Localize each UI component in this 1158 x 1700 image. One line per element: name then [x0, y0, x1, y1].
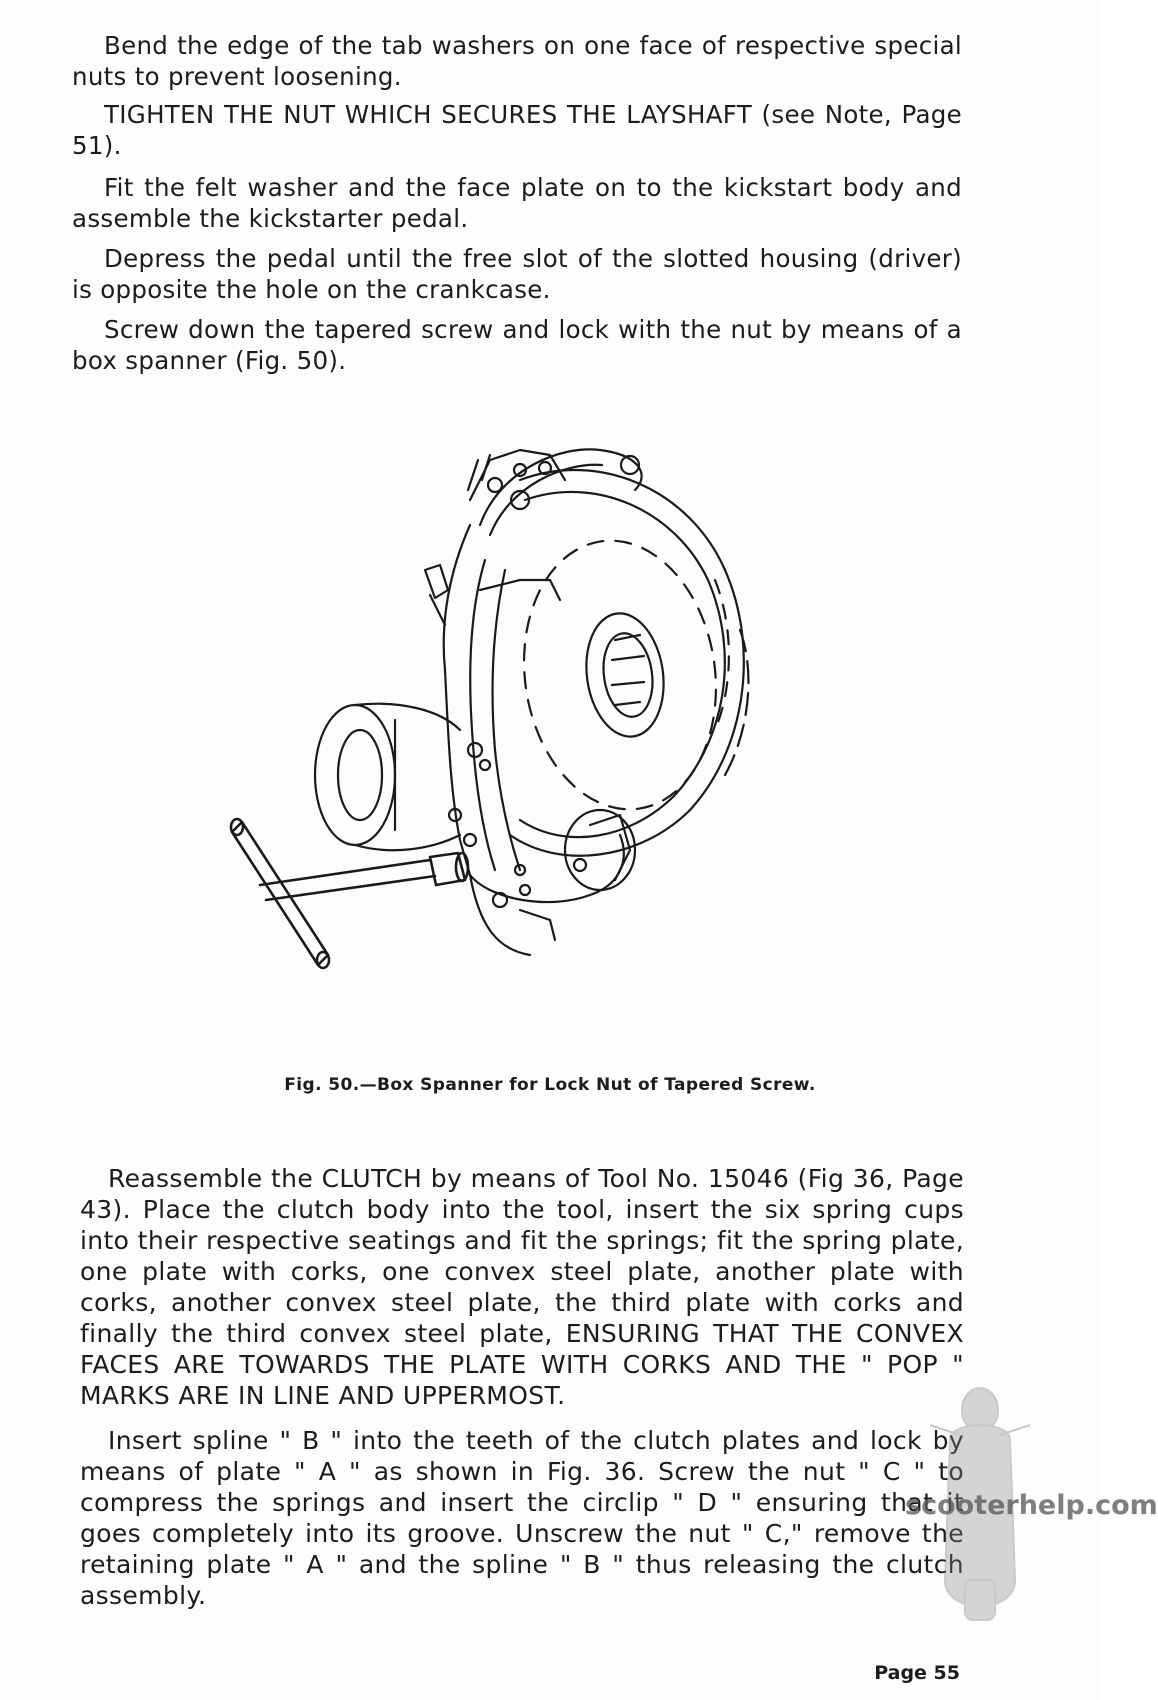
paragraph-felt-washer: Fit the felt washer and the face plate on to the kickstart body and assemble the kickstarter pedal.: [72, 173, 962, 233]
figure-box-spanner-engine: [220, 430, 860, 1060]
engine-line-drawing: [220, 430, 860, 1060]
paragraph-depress-pedal: Depress the pedal until the free slot of the slotted housing (driver) is opposite the hole on the crankcase.: [72, 244, 962, 304]
cable-loop: [480, 449, 642, 525]
paragraph-tab-washers: Bend the edge of the tab washers on one face of respective special nuts to prevent loosening.: [72, 31, 962, 91]
box-spanner: [231, 819, 468, 968]
flywheel-hub: [579, 608, 672, 741]
flywheel-cover: [510, 470, 744, 856]
paragraph-insert-spline: Insert spline " B " into the teeth of the clutch plates and lock by means of plate " A " as shown in Fig. 36. Screw the nut " C " to compress the springs and insert the circlip " D " ensuring that it goes completely into its groove. Unscrew the nut " C," remove the retaining plate " A " and the spline " B " thus releasing the clutch assembly.: [80, 1426, 964, 1610]
watermark-text: scooterhelp.com: [905, 1490, 1158, 1521]
paragraph-tighten-layshaft-nut: TIGHTEN THE NUT WHICH SECURES THE LAYSHAFT (see Note, Page 51).: [72, 100, 962, 160]
page-number: Page 55: [874, 1662, 960, 1684]
paragraph-tapered-screw: Screw down the tapered screw and lock with the nut by means of a box spanner (Fig. 50).: [72, 315, 962, 375]
figure-caption: Fig. 50.—Box Spanner for Lock Nut of Tapered Screw.: [284, 1075, 816, 1095]
paragraph-reassemble-clutch: Reassemble the CLUTCH by means of Tool No. 15046 (Fig 36, Page 43). Place the clutch body into the tool, insert the six spring cups into their respective seatings and fit the springs; fit the spring plate, one plate with corks, one convex steel plate, another plate with corks, another convex steel plate, the third plate with corks and finally the third convex steel plate, ENSURING THAT THE CONVEX FACES ARE TOWARDS THE PLATE WITH CORKS AND THE " POP " MARKS ARE IN LINE AND UPPERMOST.: [80, 1164, 964, 1410]
